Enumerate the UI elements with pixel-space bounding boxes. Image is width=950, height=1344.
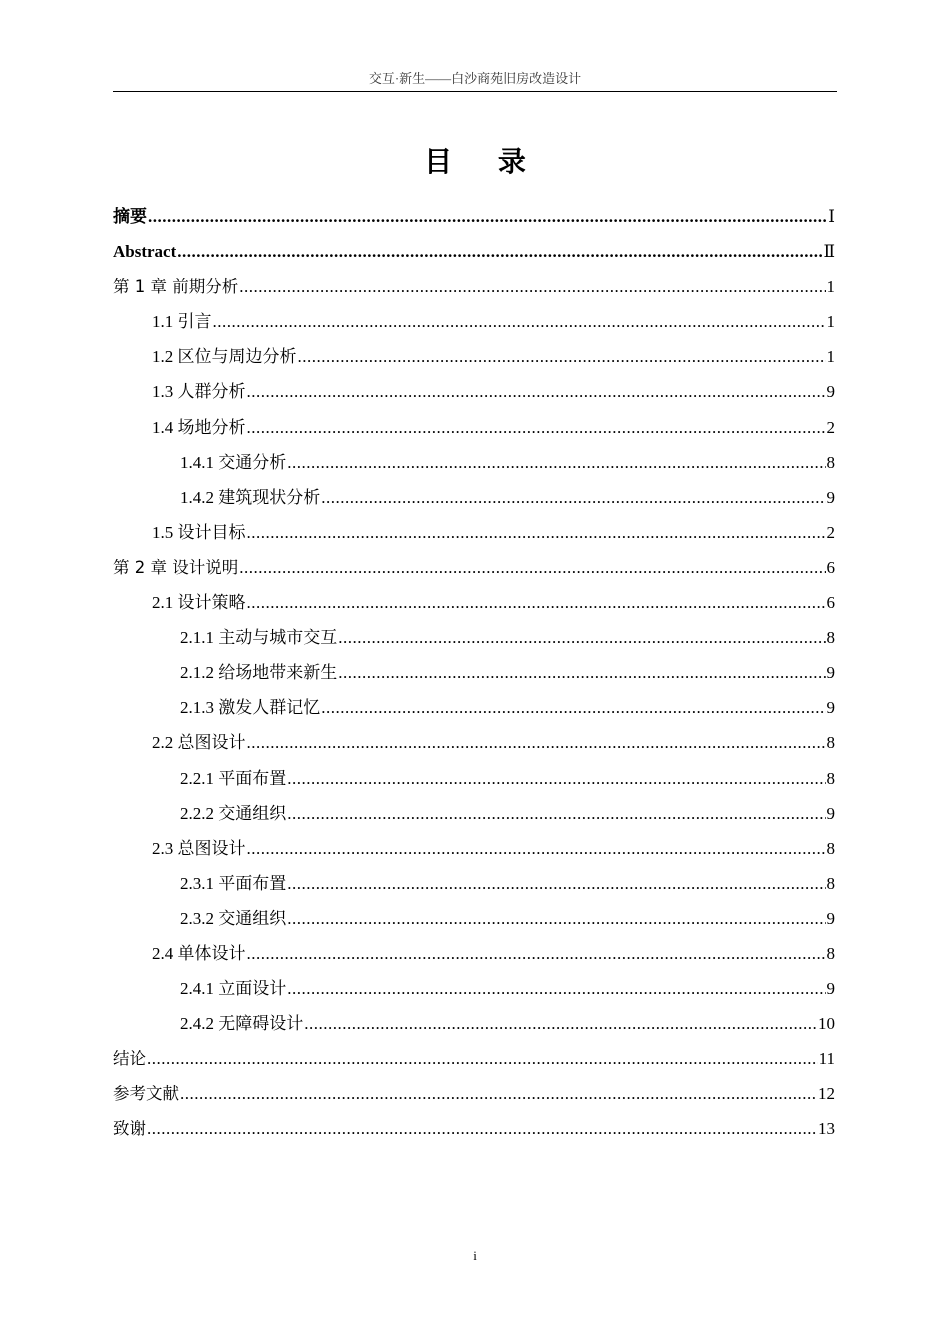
dot-leader <box>321 690 825 725</box>
dot-leader <box>298 339 826 374</box>
toc-entry-label: 参考文献 <box>113 1084 179 1104</box>
toc-entry[interactable] <box>113 269 835 304</box>
dot-leader <box>247 936 826 971</box>
dot-leader <box>287 761 825 796</box>
toc-entry-page-number: 9 <box>826 382 835 402</box>
toc-entry-label: 1.3 人群分析 <box>152 382 246 402</box>
toc-entry[interactable] <box>113 445 835 480</box>
toc-entry-label: 2.3.1 平面布置 <box>180 873 287 893</box>
toc-entry-page-number: 11 <box>818 1049 835 1069</box>
toc-entry-label: 1.4.1 交通分析 <box>180 452 287 472</box>
toc-entry[interactable] <box>113 1041 835 1076</box>
toc-entry-label: 结论 <box>113 1049 146 1069</box>
toc-entry-label: 2.4 单体设计 <box>152 943 246 963</box>
toc-entry-page-number: 1 <box>826 277 835 297</box>
toc-entry-label: 2.2.2 交通组织 <box>180 803 287 823</box>
dot-leader <box>287 901 825 936</box>
toc-entry[interactable] <box>113 585 835 620</box>
toc-entry[interactable] <box>113 234 835 269</box>
toc-entry[interactable] <box>113 901 835 936</box>
dot-leader <box>148 199 827 234</box>
toc-entry-page-number: 9 <box>826 487 835 507</box>
toc-entry-page-number: 9 <box>826 908 835 928</box>
toc-entry-label: 2.1 设计策略 <box>152 593 246 613</box>
toc-entry[interactable] <box>113 655 835 690</box>
toc-entry-label: 2.1.2 给场地带来新生 <box>180 663 338 683</box>
dot-leader <box>239 269 825 304</box>
toc-entry-label: 1.4.2 建筑现状分析 <box>180 487 321 507</box>
toc-entry[interactable] <box>113 1076 835 1111</box>
dot-leader <box>180 1076 817 1111</box>
toc-entry[interactable] <box>113 831 835 866</box>
toc-entry-label: 2.3.2 交通组织 <box>180 908 287 928</box>
toc-entry[interactable] <box>113 936 835 971</box>
dot-leader <box>287 971 825 1006</box>
toc-entry-page-number: 6 <box>826 593 835 613</box>
toc-entry-page-number: 8 <box>826 452 835 472</box>
dot-leader <box>338 620 825 655</box>
toc-entry-label: 1.1 引言 <box>152 312 212 332</box>
toc-entry-page-number: 8 <box>826 768 835 788</box>
toc-entry-page-number: 9 <box>826 979 835 999</box>
dot-leader <box>239 550 825 585</box>
table-of-contents <box>113 199 835 1147</box>
toc-entry-label: 第 2 章 设计说明 <box>113 557 239 577</box>
toc-entry-page-number: 13 <box>818 1119 835 1139</box>
toc-entry[interactable] <box>113 620 835 655</box>
toc-entry-page-number: 8 <box>826 838 835 858</box>
toc-entry-page-number: 10 <box>818 1014 835 1034</box>
dot-leader <box>321 480 825 515</box>
toc-entry-label: 2.4.2 无障碍设计 <box>180 1014 304 1034</box>
toc-entry[interactable] <box>113 515 835 550</box>
toc-title: 目 录 <box>424 145 544 178</box>
toc-entry[interactable] <box>113 690 835 725</box>
toc-entry-page-number: 12 <box>818 1084 835 1104</box>
dot-leader <box>247 585 826 620</box>
toc-entry[interactable] <box>113 374 835 409</box>
dot-leader <box>304 1006 817 1041</box>
toc-entry-label: 2.1.3 激发人群记忆 <box>180 698 321 718</box>
dot-leader <box>177 234 822 269</box>
toc-entry[interactable] <box>113 1111 835 1146</box>
toc-entry-page-number: 9 <box>826 698 835 718</box>
toc-entry-page-number: 8 <box>826 733 835 753</box>
toc-entry-label: 2.2 总图设计 <box>152 733 246 753</box>
toc-entry[interactable] <box>113 199 835 234</box>
toc-entry[interactable] <box>113 761 835 796</box>
toc-entry-label: 摘要 <box>113 207 147 226</box>
page-number: i <box>473 1248 477 1263</box>
toc-entry[interactable] <box>113 480 835 515</box>
dot-leader <box>338 655 825 690</box>
dot-leader <box>247 725 826 760</box>
toc-entry-page-number: 9 <box>826 663 835 683</box>
toc-entry-label: 1.4 场地分析 <box>152 417 246 437</box>
toc-entry-page-number: Ⅰ <box>828 207 835 226</box>
dot-leader <box>287 796 825 831</box>
toc-entry-page-number: 8 <box>826 628 835 648</box>
toc-entry[interactable] <box>113 796 835 831</box>
toc-entry-label: 2.2.1 平面布置 <box>180 768 287 788</box>
toc-entry-label: 第 1 章 前期分析 <box>113 277 239 297</box>
toc-entry-page-number: 8 <box>826 873 835 893</box>
toc-entry-page-number: 6 <box>826 557 835 577</box>
dot-leader <box>287 445 825 480</box>
toc-entry-page-number: 2 <box>826 522 835 542</box>
toc-entry[interactable] <box>113 725 835 760</box>
toc-entry-label: 致谢 <box>113 1119 146 1139</box>
toc-entry-page-number: 9 <box>826 803 835 823</box>
toc-entry-label: Abstract <box>113 242 177 262</box>
toc-entry-page-number: 1 <box>826 312 835 332</box>
toc-entry-label: 1.2 区位与周边分析 <box>152 347 297 367</box>
toc-entry-label: 2.3 总图设计 <box>152 838 246 858</box>
dot-leader <box>247 831 826 866</box>
dot-leader <box>247 515 826 550</box>
toc-entry[interactable] <box>113 1006 835 1041</box>
dot-leader <box>247 410 826 445</box>
toc-entry[interactable] <box>113 550 835 585</box>
dot-leader <box>147 1041 818 1076</box>
dot-leader <box>213 304 826 339</box>
toc-entry[interactable] <box>113 410 835 445</box>
dot-leader <box>247 374 826 409</box>
toc-entry-page-number: 2 <box>826 417 835 437</box>
toc-entry-page-number: 1 <box>826 347 835 367</box>
toc-entry-label: 2.4.1 立面设计 <box>180 979 287 999</box>
page-header: 交互·新生——白沙商苑旧房改造设计 <box>113 68 837 92</box>
toc-entry[interactable] <box>113 339 835 374</box>
toc-entry-label: 2.1.1 主动与城市交互 <box>180 628 338 648</box>
dot-leader <box>147 1111 817 1146</box>
toc-entry[interactable] <box>113 971 835 1006</box>
toc-entry[interactable] <box>113 866 835 901</box>
toc-entry-page-number: Ⅱ <box>823 242 835 262</box>
toc-entry[interactable] <box>113 304 835 339</box>
toc-entry-page-number: 8 <box>826 943 835 963</box>
toc-entry-label: 1.5 设计目标 <box>152 522 246 542</box>
dot-leader <box>287 866 825 901</box>
